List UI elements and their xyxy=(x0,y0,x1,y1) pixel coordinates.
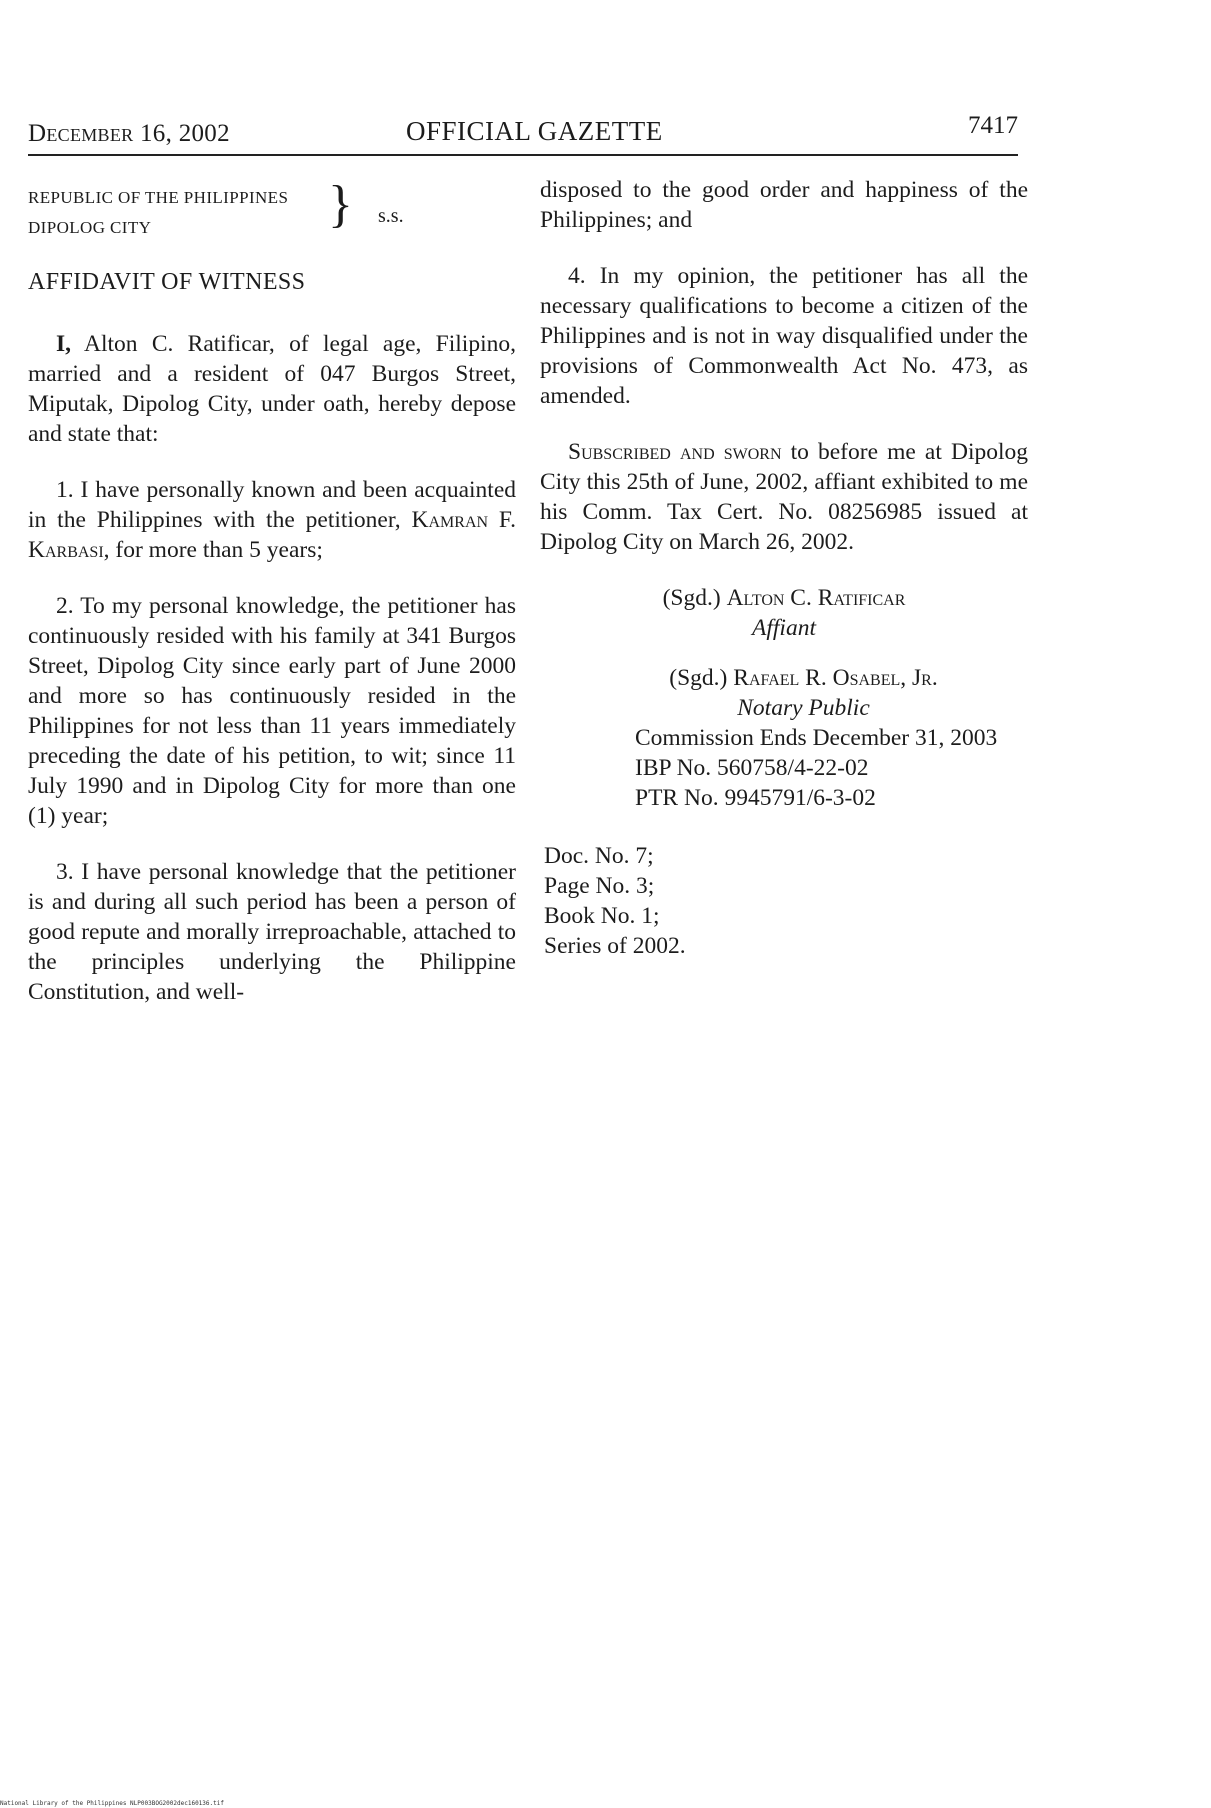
document-title: AFFIDAVIT OF WITNESS xyxy=(28,269,306,295)
venue-ss: s.s. xyxy=(378,205,404,227)
document-register xyxy=(544,841,1028,961)
book-no: Book No. 1; xyxy=(544,903,660,929)
series: Series of 2002. xyxy=(544,933,686,959)
page-no: Page No. 3; xyxy=(544,873,655,899)
paragraph-4: 4. In my opinion, the petitioner has all the necessary qualifications to become a citizen of the Philippines and is not in way disqualified under the provisions of Commonwealth Act No. 473, as amended. xyxy=(540,263,1028,409)
notary-sgd: (Sgd.) xyxy=(669,665,734,691)
affiant-name: Alton C. Ratificar xyxy=(726,585,906,611)
intro-paragraph xyxy=(28,329,516,449)
right-column xyxy=(540,175,1028,961)
notary-role: Notary Public xyxy=(737,695,870,721)
affiant-role: Affiant xyxy=(752,615,816,641)
venue-lines xyxy=(28,183,288,243)
header-publication: OFFICIAL GAZETTE xyxy=(406,116,663,146)
paragraph-3-start: 3. I have personal knowledge that the petitioner is and during all such period has been a person of good repute and morally irreproachable, attached to the principles underlying the Philippine Constitution, and well- xyxy=(28,859,516,1005)
scan-footer: National Library of the Philippines NLP003BOG2002dec160136.tif xyxy=(0,1800,224,1807)
notary-ibp: IBP No. 560758/4-22-02 xyxy=(635,755,869,781)
jurat-paragraph xyxy=(540,437,1028,557)
header-page-number: 7417 xyxy=(968,112,1018,139)
paragraph-1 xyxy=(28,475,516,565)
notary-commission: Commission Ends December 31, 2003 xyxy=(635,725,998,751)
venue-brace: } xyxy=(328,176,353,233)
jurat-lead: Subscribed and sworn xyxy=(568,439,782,465)
notary-name: Rafael R. Osabel, Jr. xyxy=(733,665,938,691)
venue-block xyxy=(28,175,516,235)
doc-no: Doc. No. 7; xyxy=(544,843,654,869)
header-rule xyxy=(28,154,1018,156)
petitioner-name: Kamran F. Karbasi, xyxy=(28,507,516,563)
notary-signature xyxy=(635,663,1028,813)
page-header xyxy=(28,112,1018,156)
header-date: December 16, 2002 xyxy=(28,120,230,147)
paragraph-2: 2. To my personal knowledge, the petitioner has continuously resided with his family at 341 Burgos Street, Dipolog City since early part of June 2000 and more so has continuously resided in the Philippines for not less than 11 years immediately preceding the date of his petition, to wit; since 11 July 1990 and in Dipolog City for more than one (1) year; xyxy=(28,593,516,829)
left-column xyxy=(28,175,516,1007)
intro-text: Alton C. Ratificar, of legal age, Filipino, married and a resident of 047 Burgos Street, Miputak, Dipolog City, under oath, hereby depose and state that: xyxy=(28,331,516,447)
intro-lead: I, xyxy=(56,331,72,357)
paragraph-3-end: disposed to the good order and happiness of the Philippines; and xyxy=(540,177,1028,233)
affiant-signature xyxy=(540,583,1028,643)
affiant-sgd: (Sgd.) xyxy=(662,585,727,611)
venue-city: DIPOLOG CITY xyxy=(28,218,152,237)
venue-republic: REPUBLIC OF THE PHILIPPINES xyxy=(28,188,289,207)
notary-ptr: PTR No. 9945791/6-3-02 xyxy=(635,785,876,811)
jurat-text: to before me at Dipolog City this 25th of June, 2002, affiant exhibited to me his Comm. Tax Cert. No. 08256985 issued at Dipolog City on March 26, 2002. xyxy=(540,439,1028,555)
para1-after: for more than 5 years; xyxy=(109,537,323,563)
para1-before: 1. I have personally known and been acquainted in the Philippines with the petitioner, xyxy=(28,477,516,533)
